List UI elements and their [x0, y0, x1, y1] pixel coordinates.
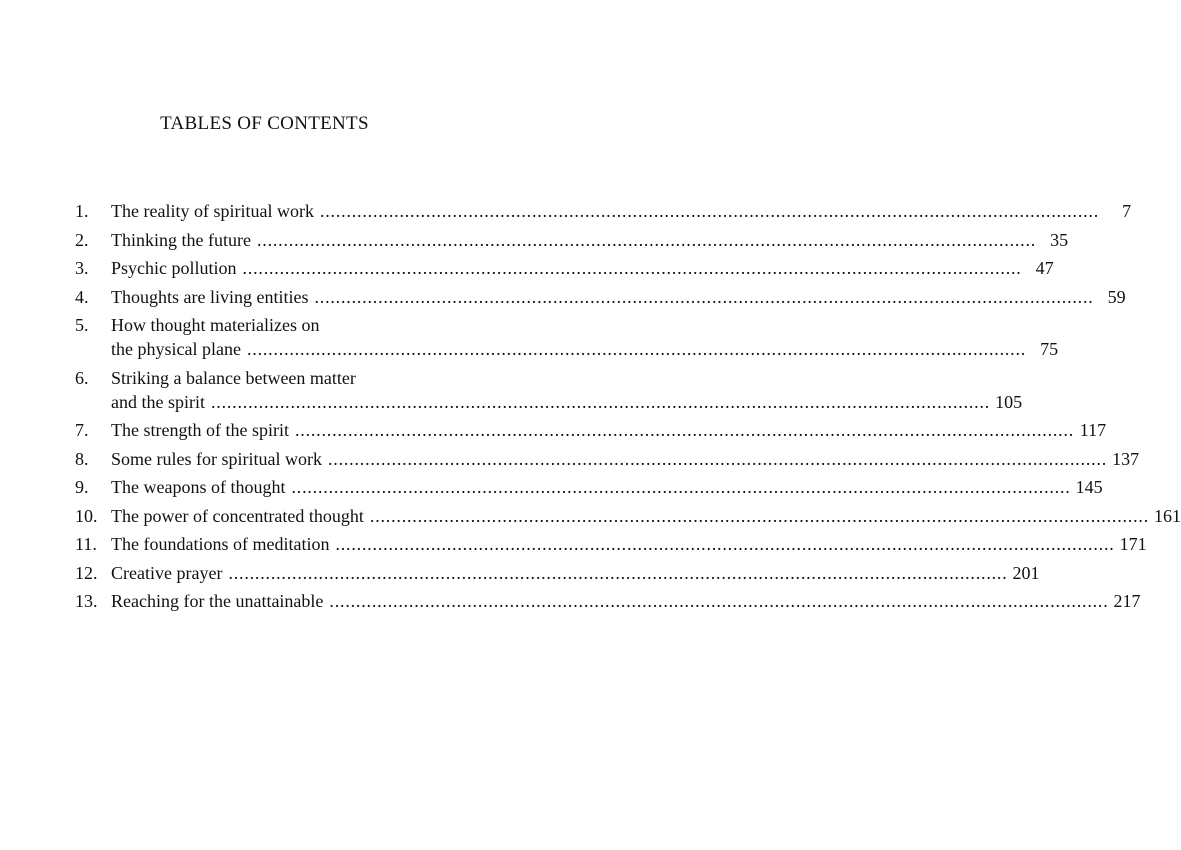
dot-leader — [314, 285, 1093, 309]
dot-leader — [257, 228, 1036, 252]
toc-entry-title: The foundations of meditation — [111, 534, 330, 554]
dot-leader — [291, 475, 1070, 499]
toc-entry-number: 11. — [75, 534, 97, 554]
toc-entry-title: Some rules for spiritual work — [111, 448, 322, 469]
dot-leader — [320, 199, 1099, 223]
toc-entry-page-number: 35 — [1050, 229, 1069, 250]
toc-entry-page-number: 47 — [1035, 258, 1054, 278]
dot-leader — [247, 337, 1026, 361]
dot-leader — [228, 561, 1007, 585]
dot-leader — [329, 589, 1108, 613]
toc-entry-title: The power of concentrated thought — [111, 505, 364, 526]
toc-entry-page-number: 145 — [1075, 477, 1103, 497]
toc-entry — [75, 447, 1140, 471]
toc-entry-title: The strength of the spirit — [111, 420, 289, 440]
toc-entry-page-number: 105 — [995, 391, 1023, 412]
toc-entry — [75, 285, 1126, 309]
toc-entry-number: 9. — [75, 477, 89, 497]
toc-entry-page-number: 217 — [1113, 591, 1141, 611]
toc-entry-number: 3. — [75, 258, 89, 278]
toc-entry-title: The reality of spiritual work — [111, 201, 314, 221]
toc-entry — [75, 418, 1107, 442]
toc-entry — [75, 256, 1054, 280]
toc-entry-title: Reaching for the unattainable — [111, 591, 324, 611]
toc-entry-title-line1: Striking a balance between matter — [111, 367, 356, 388]
toc-entry-title-line2: and the spirit — [111, 391, 205, 412]
toc-entry — [75, 532, 1147, 556]
toc-entry-number: 7. — [75, 420, 89, 440]
dot-leader — [295, 418, 1074, 442]
toc-entry-number: 6. — [75, 367, 89, 388]
dot-leader — [243, 256, 1022, 280]
toc-entry-number: 1. — [75, 201, 89, 221]
toc-entry-title-line1: How thought materializes on — [111, 315, 320, 335]
toc-entry-title: The weapons of thought — [111, 477, 286, 497]
toc-entry — [75, 228, 1069, 252]
toc-entry — [75, 199, 1132, 223]
toc-entry — [75, 504, 1181, 528]
toc-entry-number: 5. — [75, 315, 89, 335]
toc-entry-number: 13. — [75, 591, 98, 611]
toc-entry-title-line2: the physical plane — [111, 339, 241, 359]
toc-entry-number: 2. — [75, 229, 89, 250]
dot-leader — [335, 532, 1114, 556]
toc-entry-page-number: 201 — [1012, 562, 1040, 583]
toc-entry-page-number: 171 — [1119, 534, 1147, 554]
dot-leader — [211, 390, 990, 414]
toc-entry-title: Psychic pollution — [111, 258, 237, 278]
table-of-contents — [75, 199, 1181, 618]
toc-entry — [75, 561, 1040, 585]
toc-entry — [75, 589, 1141, 613]
toc-entry-title: Creative prayer — [111, 562, 223, 583]
page-title: TABLES OF CONTENTS — [160, 113, 369, 134]
toc-entry-number: 8. — [75, 448, 89, 469]
toc-entry — [75, 366, 1023, 414]
toc-entry-page-number: 161 — [1154, 505, 1181, 526]
dot-leader — [370, 504, 1149, 528]
toc-entry-page-number: 75 — [1040, 339, 1059, 359]
toc-entry-number: 12. — [75, 562, 98, 583]
toc-entry-title: Thinking the future — [111, 229, 251, 250]
toc-entry-page-number: 117 — [1079, 420, 1107, 440]
toc-entry-page-number: 7 — [1122, 201, 1132, 221]
toc-entry — [75, 313, 1059, 361]
toc-entry — [75, 475, 1103, 499]
toc-entry-number: 4. — [75, 286, 89, 307]
dot-leader — [328, 447, 1107, 471]
toc-entry-title: Thoughts are living entities — [111, 286, 309, 307]
toc-entry-number: 10. — [75, 505, 98, 526]
toc-entry-page-number: 137 — [1112, 448, 1140, 469]
toc-entry-page-number: 59 — [1107, 286, 1126, 307]
